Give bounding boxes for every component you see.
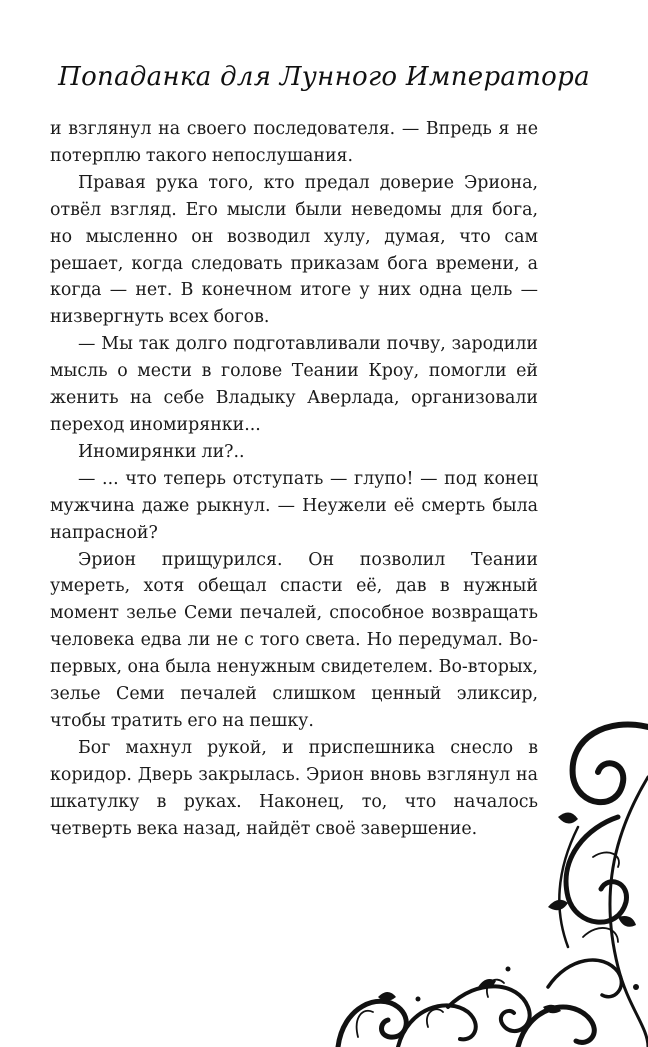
paragraph: Правая рука того, кто предал доверие Эриона, отвёл взгляд. Его мысли были неведомы для бога, но мысленно он возводил хулу, думая, что сам решает, когда следовать приказам бога времени, а когда — нет. В конечном итоге у них одна цель — низвергнуть всех богов.: [50, 172, 538, 328]
paragraph-thought: Иномирянки ли?..: [78, 441, 245, 462]
running-title: Попаданка для Лунного Императора: [58, 62, 590, 92]
paragraph-dialogue: — ... что теперь отступать — глупо! — под конец мужчина даже рыкнул. — Неужели её смерть была напрасной?: [50, 468, 538, 543]
swirl-flourish-ornament: [318, 707, 648, 1047]
paragraph-dialogue: — Мы так долго подготавливали почву, зародили мысль о мести в голове Теании Кроу, помогли ей женить на себе Владыку Аверлада, организовали переход иномирянки...: [50, 334, 538, 435]
paragraph: Эрион прищурился. Он позволил Теании умереть, хотя обещал спасти её, дав в нужный момент зелье Семи печалей, способное возвращать человека едва ли не с того света. Но передумал. Во-первых, она была ненужным свидетелем. Во-вторых, зелье Семи печалей слишком ценный эликсир, чтобы тратить его на пешку.: [50, 549, 538, 731]
paragraph-continuation: и взглянул на своего последователя. — Впредь я не потерплю такого непослушания.: [50, 119, 538, 166]
paragraph: Бог махнул рукой, и приспешника снесло в коридор. Дверь закрылась. Эрион вновь взглянул на шкатулку в руках. Наконец, то, что началось четверть века назад, найдёт своё завершение.: [50, 737, 538, 839]
